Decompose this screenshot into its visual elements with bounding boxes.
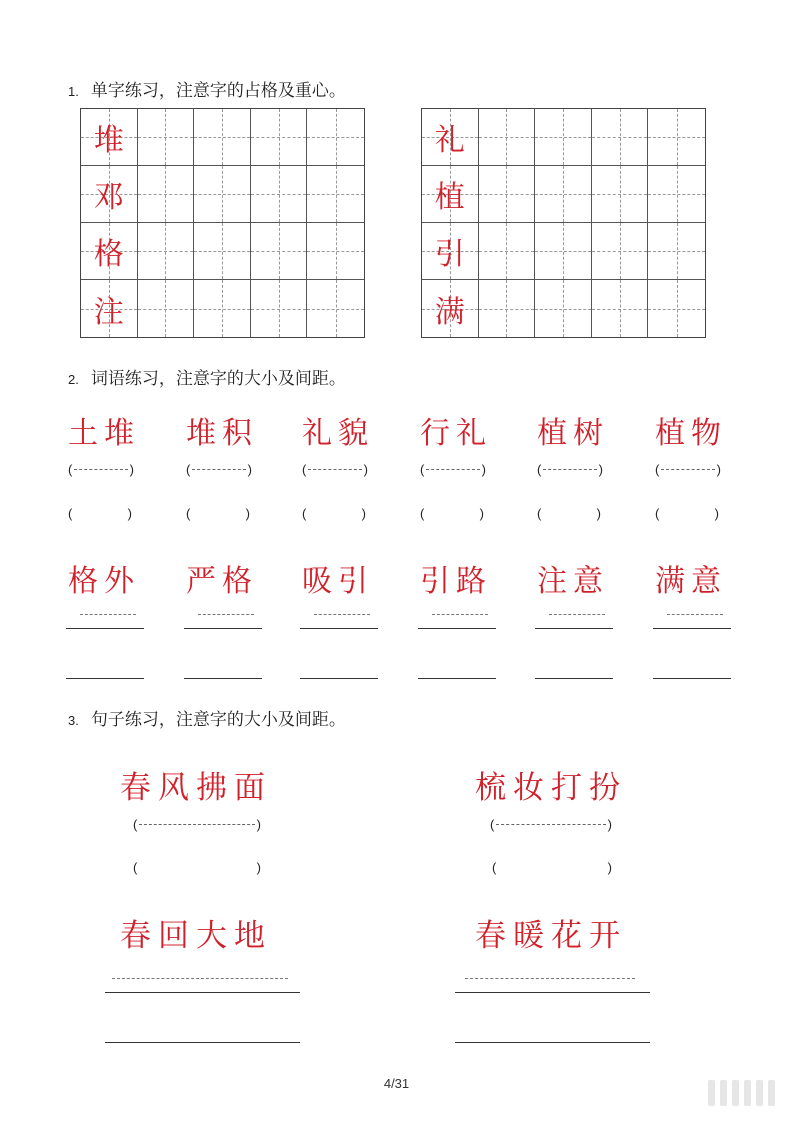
left-writing-cell[interactable]	[307, 280, 364, 337]
sentence-1: 春风拂面	[120, 770, 272, 806]
dash-fill	[74, 469, 127, 470]
left-writing-cell[interactable]	[138, 109, 195, 166]
section-1-heading	[68, 76, 346, 101]
word-row1-pinyin-paren[interactable]	[655, 462, 721, 477]
word-row2-answer-line-1[interactable]	[300, 628, 378, 629]
paren-open: (	[420, 462, 425, 477]
dash-fill	[496, 824, 605, 825]
left-model-cell[interactable]	[81, 280, 138, 337]
sentence-3-answer-line-2[interactable]	[105, 1042, 300, 1043]
dash-fill	[426, 469, 479, 470]
sentence-1-pinyin-paren[interactable]	[133, 817, 261, 832]
word-row2-pinyin-line	[314, 614, 370, 615]
paren-open: (	[302, 462, 307, 477]
word-row2-pinyin-line	[667, 614, 723, 615]
paren-close: )	[127, 506, 132, 521]
right-writing-cell[interactable]	[648, 280, 705, 337]
right-model-char: 植	[434, 180, 465, 215]
left-writing-cell[interactable]	[307, 166, 364, 223]
paren-open: (	[68, 506, 73, 521]
word-row1-item: 植物	[655, 416, 727, 451]
paren-close: )	[481, 462, 486, 477]
right-writing-cell[interactable]	[479, 109, 536, 166]
word-row2-item: 严格	[186, 564, 258, 599]
paren-open: (	[655, 506, 660, 521]
word-row2-answer-line-1[interactable]	[535, 628, 613, 629]
word-row2-item: 引路	[420, 564, 492, 599]
paren-close: )	[607, 860, 612, 875]
word-row1-item: 堆积	[186, 416, 258, 451]
right-writing-cell[interactable]	[535, 109, 592, 166]
paren-open: (	[133, 817, 138, 832]
paren-close: )	[256, 860, 261, 875]
paren-close: )	[596, 506, 601, 521]
word-row2-item: 吸引	[302, 564, 374, 599]
dash-fill	[308, 469, 361, 470]
word-row2-answer-line-2[interactable]	[300, 678, 378, 679]
word-row1-item: 礼貌	[302, 416, 374, 451]
left-writing-cell[interactable]	[194, 280, 251, 337]
dash-fill	[543, 469, 596, 470]
word-row1-answer-paren[interactable]	[186, 506, 250, 521]
right-model-char: 礼	[434, 123, 465, 158]
section-1-number: 1.	[68, 84, 79, 99]
word-row1-item: 植树	[537, 416, 609, 451]
left-model-cell[interactable]	[81, 166, 138, 223]
page-number: 4/31	[383, 1076, 410, 1091]
word-row2-pinyin-line	[198, 614, 254, 615]
right-writing-cell[interactable]	[648, 109, 705, 166]
section-3-heading	[68, 705, 346, 730]
paren-close: )	[361, 506, 366, 521]
paren-open: (	[655, 462, 660, 477]
paren-close: )	[256, 817, 261, 832]
right-writing-cell[interactable]	[535, 223, 592, 280]
left-writing-cell[interactable]	[251, 280, 308, 337]
paren-close: )	[247, 462, 252, 477]
right-writing-cell[interactable]	[592, 280, 649, 337]
word-row1-item: 行礼	[420, 416, 492, 451]
word-row2-answer-line-2[interactable]	[66, 678, 144, 679]
left-writing-cell[interactable]	[194, 109, 251, 166]
right-model-cell[interactable]	[422, 166, 479, 223]
dash-fill	[661, 469, 714, 470]
right-model-char: 引	[434, 237, 465, 272]
practice-grid-left	[80, 108, 365, 338]
left-model-cell[interactable]	[81, 223, 138, 280]
sentence-3-answer-line-1[interactable]	[105, 992, 300, 993]
word-row2-answer-line-2[interactable]	[653, 678, 731, 679]
word-row2-answer-line-1[interactable]	[66, 628, 144, 629]
paren-open: (	[68, 462, 73, 477]
right-writing-cell[interactable]	[479, 166, 536, 223]
sentence-3: 春回大地	[120, 918, 272, 954]
right-writing-cell[interactable]	[592, 109, 649, 166]
left-writing-cell[interactable]	[138, 166, 195, 223]
word-row1-answer-paren[interactable]	[420, 506, 484, 521]
paren-open: (	[302, 506, 307, 521]
paren-close: )	[479, 506, 484, 521]
left-writing-cell[interactable]	[138, 223, 195, 280]
word-row1-pinyin-paren[interactable]	[420, 462, 486, 477]
right-writing-cell[interactable]	[535, 280, 592, 337]
word-row2-item: 格外	[68, 564, 140, 599]
right-writing-cell[interactable]	[592, 166, 649, 223]
section-3-number: 3.	[68, 713, 79, 728]
right-model-char: 满	[434, 294, 465, 330]
left-writing-cell[interactable]	[194, 223, 251, 280]
word-row2-answer-line-2[interactable]	[418, 678, 496, 679]
sentence-4: 春暖花开	[475, 918, 627, 954]
word-row2-answer-line-2[interactable]	[535, 678, 613, 679]
word-row1-answer-paren[interactable]	[68, 506, 132, 521]
right-writing-cell[interactable]	[592, 223, 649, 280]
word-row2-pinyin-line	[80, 614, 136, 615]
paren-open: (	[420, 506, 425, 521]
word-row1-pinyin-paren[interactable]	[186, 462, 252, 477]
section-2-number: 2.	[68, 372, 79, 387]
paren-open: (	[492, 860, 497, 875]
right-model-cell[interactable]	[422, 223, 479, 280]
paren-open: (	[490, 817, 495, 832]
left-writing-cell[interactable]	[251, 223, 308, 280]
paren-close: )	[129, 462, 134, 477]
sentence-4-answer-line-2[interactable]	[455, 1042, 650, 1043]
word-row1-pinyin-paren[interactable]	[302, 462, 368, 477]
sentence-2-answer-paren[interactable]	[492, 860, 612, 875]
right-model-cell[interactable]	[422, 280, 479, 337]
left-writing-cell[interactable]	[251, 109, 308, 166]
section-1-title: 单字练习，注意字的占格及重心。	[90, 81, 346, 101]
left-model-char: 注	[93, 294, 124, 330]
left-writing-cell[interactable]	[307, 109, 364, 166]
word-row2-answer-line-1[interactable]	[653, 628, 731, 629]
left-model-char: 邓	[93, 180, 124, 215]
paren-open: (	[133, 860, 138, 875]
word-row2-pinyin-line	[432, 614, 488, 615]
word-row2-pinyin-line	[549, 614, 605, 615]
sentence-2-pinyin-paren[interactable]	[490, 817, 612, 832]
word-row1-answer-paren[interactable]	[655, 506, 719, 521]
right-writing-cell[interactable]	[479, 280, 536, 337]
left-model-char: 格	[93, 237, 124, 272]
left-writing-cell[interactable]	[251, 166, 308, 223]
paren-close: )	[714, 506, 719, 521]
word-row1-answer-paren[interactable]	[537, 506, 601, 521]
word-row1-pinyin-paren[interactable]	[68, 462, 134, 477]
paren-close: )	[716, 462, 721, 477]
word-row2-item: 注意	[537, 564, 609, 599]
left-model-char: 堆	[93, 123, 124, 158]
paren-close: )	[245, 506, 250, 521]
word-row1-answer-paren[interactable]	[302, 506, 366, 521]
left-writing-cell[interactable]	[307, 223, 364, 280]
right-writing-cell[interactable]	[648, 223, 705, 280]
sentence-1-answer-paren[interactable]	[133, 860, 261, 875]
paren-close: )	[598, 462, 603, 477]
paren-open: (	[186, 462, 191, 477]
right-writing-cell[interactable]	[648, 166, 705, 223]
dash-fill	[192, 469, 245, 470]
word-row1-item: 土堆	[68, 416, 140, 451]
paren-open: (	[537, 462, 542, 477]
word-row2-answer-line-1[interactable]	[184, 628, 262, 629]
dash-fill	[139, 824, 254, 825]
watermark-bars	[708, 1080, 775, 1106]
section-2-heading	[68, 364, 346, 389]
section-3-title: 句子练习，注意字的大小及间距。	[90, 710, 346, 730]
left-writing-cell[interactable]	[194, 166, 251, 223]
sentence-4-pinyin-line	[465, 978, 635, 979]
paren-close: )	[607, 817, 612, 832]
paren-open: (	[186, 506, 191, 521]
paren-close: )	[363, 462, 368, 477]
sentence-4-answer-line-1[interactable]	[455, 992, 650, 993]
left-model-cell[interactable]	[81, 109, 138, 166]
right-model-cell[interactable]	[422, 109, 479, 166]
sentence-2: 梳妆打扮	[475, 770, 627, 806]
word-row2-item: 满意	[655, 564, 727, 599]
word-row2-answer-line-1[interactable]	[418, 628, 496, 629]
sentence-3-pinyin-line	[112, 978, 288, 979]
right-writing-cell[interactable]	[535, 166, 592, 223]
right-writing-cell[interactable]	[479, 223, 536, 280]
left-writing-cell[interactable]	[138, 280, 195, 337]
paren-open: (	[537, 506, 542, 521]
practice-grid-right	[421, 108, 706, 338]
word-row1-pinyin-paren[interactable]	[537, 462, 603, 477]
word-row2-answer-line-2[interactable]	[184, 678, 262, 679]
section-2-title: 词语练习，注意字的大小及间距。	[90, 369, 346, 389]
